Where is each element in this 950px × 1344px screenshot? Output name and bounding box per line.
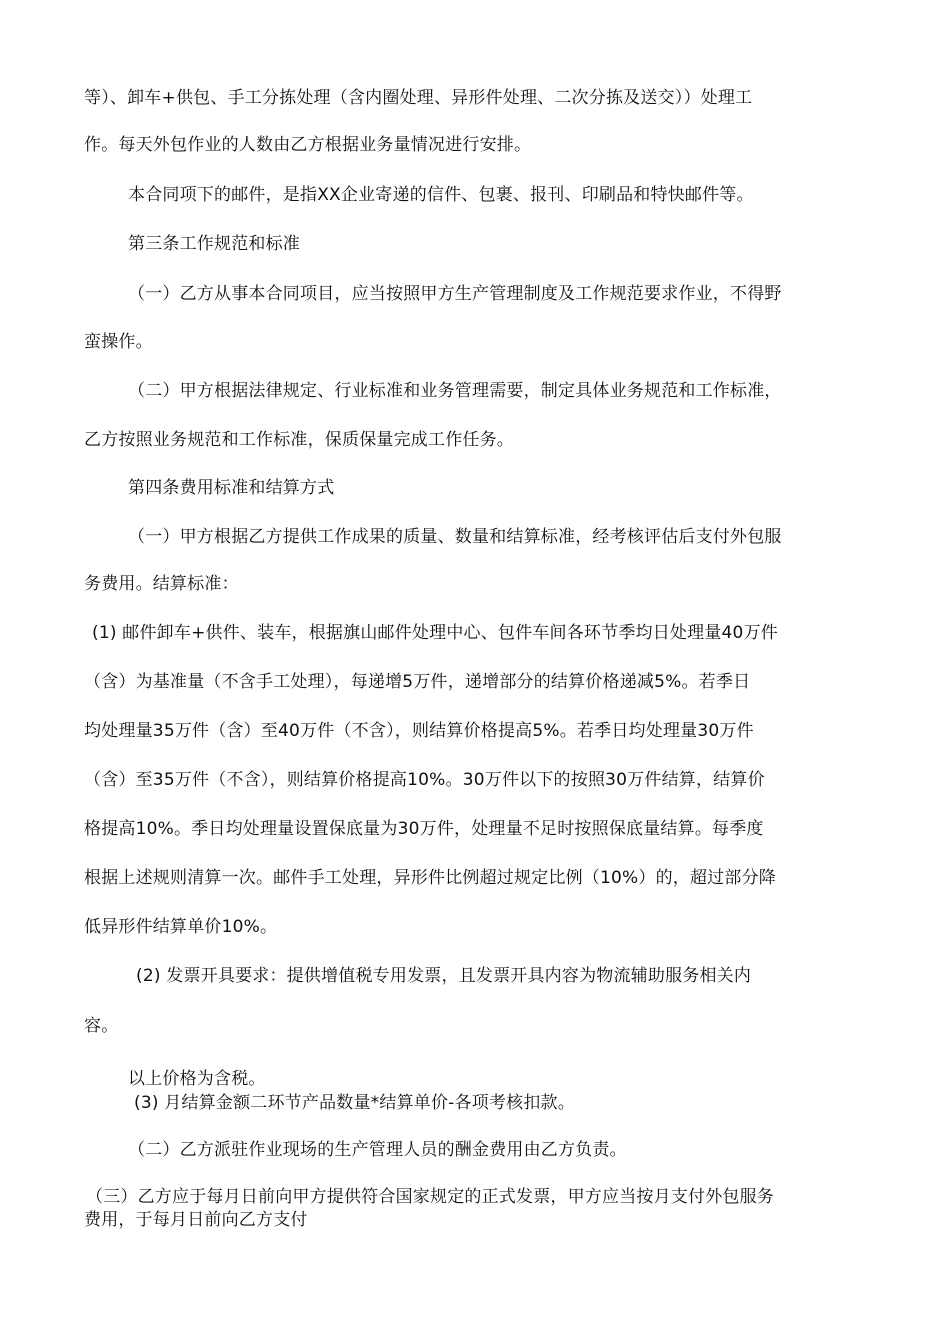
text-line: 均处理量35万件（含）至40万件（不含），则结算价格提高5%。若季日均处理量30万件 [84,721,754,741]
text-line: 以上价格为含税。 [128,1069,266,1089]
text-line: 低异形件结算单价10%。 [84,917,278,937]
text-line: 等）、卸车+供包、手工分拣处理（含内圈处理、异形件处理、二次分拣及送交））处理工 [84,88,753,108]
text-line: 蛮操作。 [84,332,153,352]
text-line: (2) 发票开具要求：提供增值税专用发票，且发票开具内容为物流辅助服务相关内 [136,966,752,986]
text-line: 作。每天外包作业的人数由乙方根据业务量情况进行安排。 [84,135,532,155]
text-line: 本合同项下的邮件，是指XX企业寄递的信件、包裹、报刊、印刷品和特快邮件等。 [128,185,754,205]
text-line: 费用，于每月日前向乙方支付 [84,1210,308,1230]
text-line: 务费用。结算标准： [84,574,239,594]
section-heading: 第三条工作规范和标准 [128,234,300,254]
text-line: 容。 [84,1016,119,1036]
text-line: （含）至35万件（不含），则结算价格提高10%。30万件以下的按照30万件结算，结算价 [84,770,765,790]
text-line: 乙方按照业务规范和工作标准，保质保量完成工作任务。 [84,430,514,450]
section-heading: 第四条费用标准和结算方式 [128,478,335,498]
text-line: （一）乙方从事本合同项目，应当按照甲方生产管理制度及工作规范要求作业，不得野 [128,284,782,304]
text-line: （三）乙方应于每月日前向甲方提供符合国家规定的正式发票，甲方应当按月支付外包服务 [86,1187,774,1207]
text-line: （一）甲方根据乙方提供工作成果的质量、数量和结算标准，经考核评估后支付外包服 [128,527,782,547]
text-line: （二）甲方根据法律规定、行业标准和业务管理需要，制定具体业务规范和工作标准， [128,381,782,401]
text-line: （二）乙方派驻作业现场的生产管理人员的酬金费用由乙方负责。 [128,1140,627,1160]
text-line: (3) 月结算金额二环节产品数量*结算单价-各项考核扣款。 [134,1093,575,1113]
text-line: 格提高10%。季日均处理量设置保底量为30万件，处理量不足时按照保底量结算。每季度 [84,819,764,839]
text-line: （含）为基准量（不含手工处理），每递增5万件，递增部分的结算价格递减5%。若季日 [84,672,751,692]
text-line: 根据上述规则清算一次。邮件手工处理，异形件比例超过规定比例（10%）的，超过部分降 [84,868,776,888]
text-line: (1) 邮件卸车+供件、装车，根据旗山邮件处理中心、包件车间各环节季均日处理量40万件 [92,623,778,643]
